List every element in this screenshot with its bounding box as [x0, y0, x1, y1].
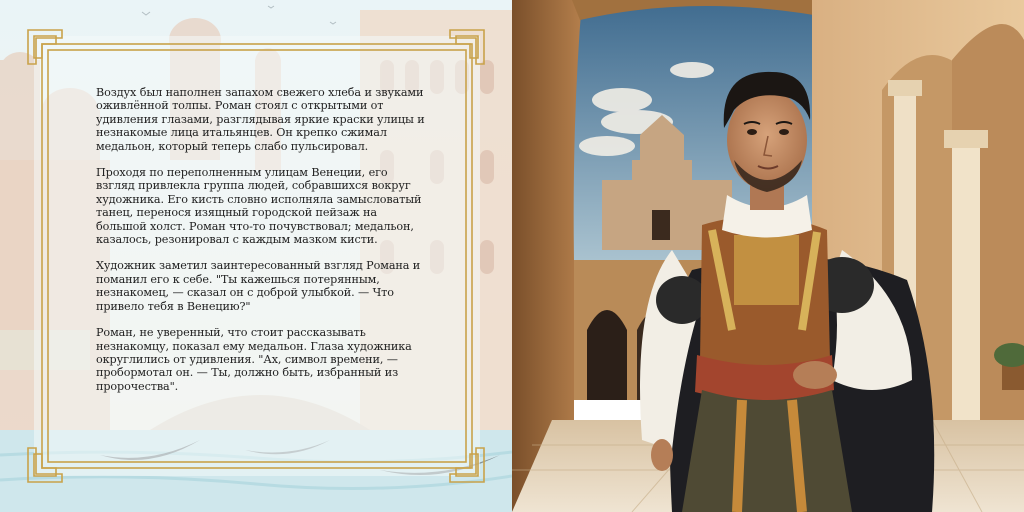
paragraph-1: Воздух был наполнен запахом свежего хлеба и звуками оживлённой толпы. Роман стоял с открытыми от удивления глазами, разглядывая яркие краски улицы и незнакомые лица итальянцев. Он крепко сжимал медальон, который теперь слабо пульсировал.	[96, 86, 425, 153]
paragraph-4: Роман, не уверенный, что стоит рассказывать незнакомцу, показал ему медальон. Глаза художника округлились от удивления. "Ах, символ времени, — пробормотал он. — Ты, должно быть, избранный из пророчества".	[96, 326, 412, 393]
story-text	[96, 86, 426, 406]
paragraph-3: Художник заметил заинтересованный взгляд Романа и поманил его к себе. "Ты кажешься потерянным, незнакомец, — сказал он с доброй улыбкой. — Что привело тебя в Венецию?"	[96, 259, 421, 313]
right-page-illustration	[512, 0, 1024, 512]
paragraph-2: Проходя по переполненным улицам Венеции, его взгляд привлекла группа людей, собравшихся вокруг художника. Его кисть словно исполняла замысловатый танец, перенося изящный городской пейзаж на большой холст. Роман что-то почувствовал; медальон, казалось, резонировал с каждым мазком кисти.	[96, 166, 422, 247]
renaissance-man-illustration	[512, 0, 1024, 512]
